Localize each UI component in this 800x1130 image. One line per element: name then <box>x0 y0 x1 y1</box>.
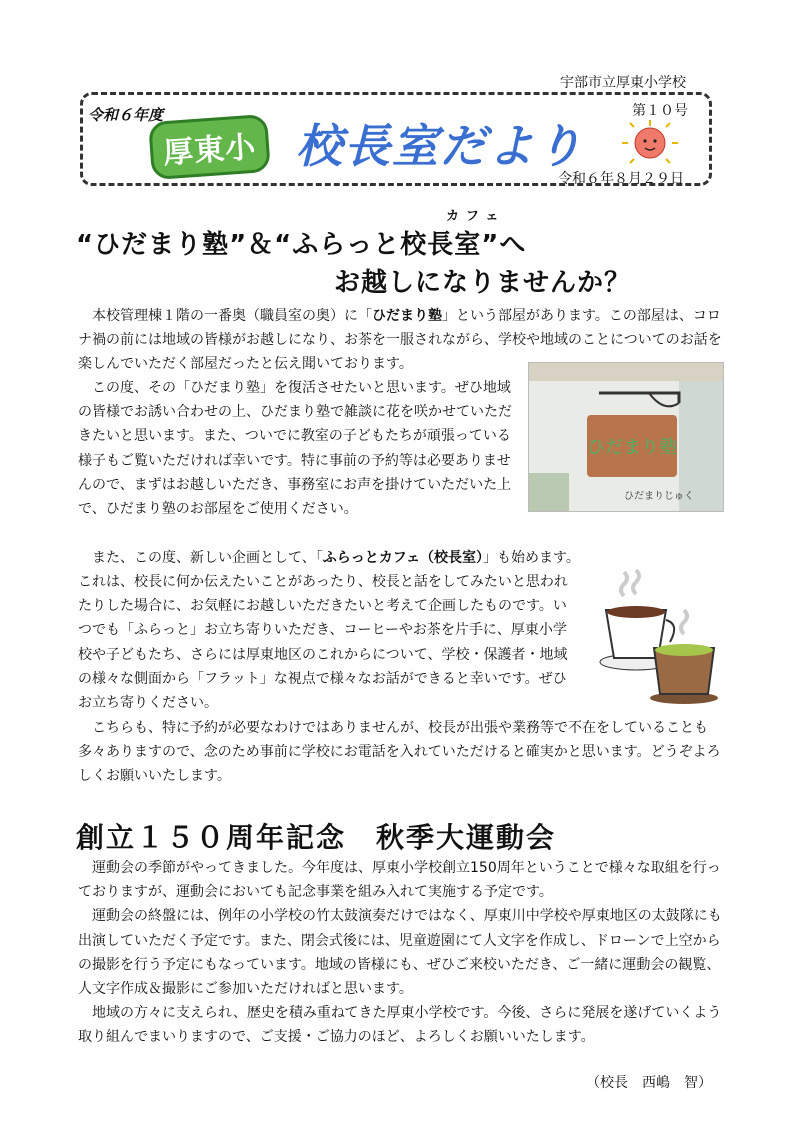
article2-paragraph-2: 運動会の終盤には、例年の小学校の竹太鼓演奏だけではなく、厚東川中学校や厚東地区の太鼓隊にも出演していただく予定です。また、閉会式後には、児童遊園にて人文字を作成し、ドローンで上空からの撮影を行う予定にもなっています。地域の皆様にも、ぜひご来校いただき、ご一緒に運動会の観覧、人文字作成＆撮影にご参加いただければと思います。 <box>78 908 722 998</box>
school-name: 宇部市立厚東小学校 <box>560 75 686 91</box>
article1-title-line2: お越しになりませんか？ <box>334 268 632 298</box>
p3-bold: ふらっとカフェ（校長室） <box>322 550 484 566</box>
p1-before: 本校管理棟１階の一番奥（職員室の奥）に「 <box>78 308 372 324</box>
article1-title-line1: “ひだまり塾”＆“ふらっと校長室”へ <box>76 230 527 260</box>
newsletter-title: 校長室だより <box>296 119 584 173</box>
article1-paragraph-4: これは、校長に何か伝えたいことがあったり、校長と話をしてみたいと思われたりした場合に、お気軽にお越しいただきたいと考えて企画したものです。いつでも「ふらっと」お立ち寄りいただき、コーヒーやお茶を片手に、厚東小学校や子どもたち、さらには厚東地区のこれからについて、学校・保護者・地域の様々な側面から「フラット」な視点で様々なお話ができると幸いです。ぜひお立ち寄りください。 <box>78 574 568 712</box>
article2-body <box>78 856 728 1050</box>
principal-signature: （校長 西嶋 智） <box>586 1075 712 1091</box>
article2-title: 創立１５０周年記念 秋季大運動会 <box>76 821 557 854</box>
article2-paragraph-1: 運動会の季節がやってきました。今年度は、厚東小学校創立150周年ということで様々な取組を行っておりますが、運動会においても記念事業を組み入れて実施する予定です。 <box>78 860 721 901</box>
coffee-tea-cups-icon <box>596 566 722 706</box>
photo-sign-main: ひだまり塾 <box>587 437 677 458</box>
p3-after: 」も始めます。 <box>483 550 580 566</box>
photo-sign-sub: ひだまりじゅく <box>624 491 694 502</box>
article1-paragraph-2: この度、その「ひだまり塾」を復活させたいと思います。ぜひ地域の皆様でお誘い合わせの上、ひだまり塾で雑談に花を咲かせていただきたいと思います。また、ついでに教室の子どもたちが頑張っている様子もご覧いただければ幸いです。特に事前の予約等は必要ありませんので、まずはお越しいただき、事務室にお声を掛けていただいた上で、ひだまり塾のお部屋をご使用ください。 <box>78 380 512 518</box>
p1-after: 」という部屋があります。この部屋は、コロナ禍の前には地域の皆様がお越しになり、お茶を一服されながら、学校や地域のことについてのお話を楽しんでいただく部屋だったと伝え聞いております。 <box>78 308 722 373</box>
article1-paragraph-5: こちらも、特に予約が必要なわけではありませんが、校長が出張や業務等で不在をしていることも多々ありますので、念のため事前に学校にお電話を入れていただけると確実かと思います。どうぞよろしくお願いいたします。 <box>78 720 721 785</box>
article2-paragraph-3: 地域の方々に支えられ、歴史を積み重ねてきた厚東小学校です。今後、さらに発展を遂げていくよう取り組んでまいりますので、ご支援・ご協力のほど、よろしくお願いいたします。 <box>78 1005 722 1046</box>
title-ruby: カフェ <box>446 209 506 224</box>
school-badge: 厚東小 <box>148 114 271 180</box>
p1-bold: ひだまり塾 <box>372 308 442 324</box>
hidamari-sign-photo <box>528 362 724 512</box>
sun-mascot-icon <box>620 118 680 168</box>
p3-before: また、この度、新しい企画として、「 <box>78 550 323 566</box>
issue-number: 第１０号 <box>632 103 688 119</box>
issue-date: 令和６年８月２９日 <box>558 171 684 187</box>
fiscal-year: 令和６年度 <box>88 106 164 124</box>
